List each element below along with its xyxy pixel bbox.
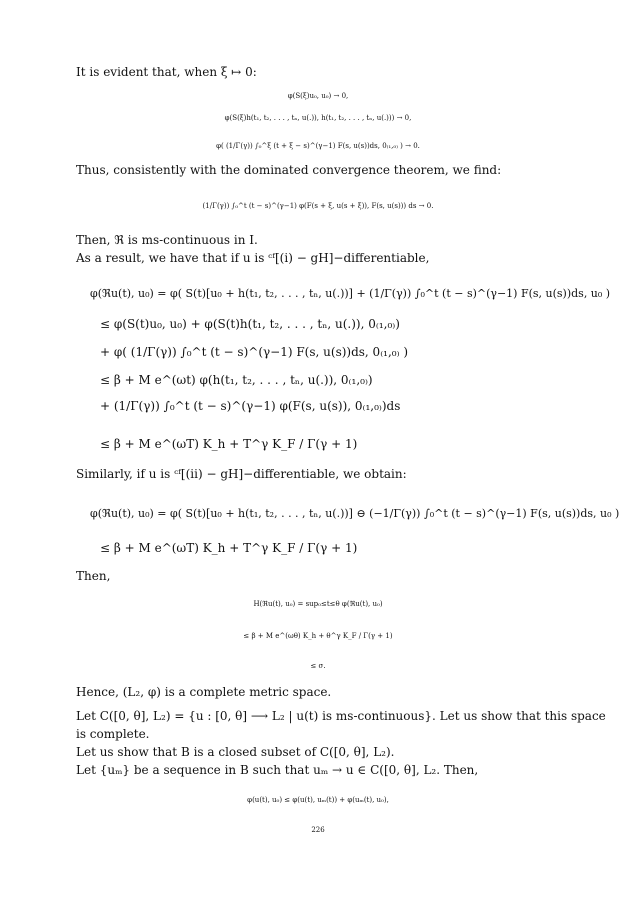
text-line: Let {uₘ} be a sequence in B such that uₘ → u ∈ C([0, θ], L₂. Then, bbox=[76, 763, 479, 777]
text-line: Hence, (L₂, φ) is a complete metric space. bbox=[76, 685, 332, 699]
equation: ≤ φ(S(t)u₀, u₀) + φ(S(t)h(t₁, t₂, . . . , tₙ, u(.)), 0₍₁,₀₎) bbox=[100, 317, 400, 331]
equation: φ(ℜu(t), u₀) = φ( S(t)[u₀ + h(t₁, t₂, . . . , tₙ, u(.))] ⊖ (−1/Γ(γ)) ∫₀^t (t − s)^(γ−1) F(s, u(s))ds, u₀ ) bbox=[90, 507, 620, 520]
text-line: is complete. bbox=[76, 727, 150, 741]
text-line: It is evident that, when ξ ↦ 0: bbox=[76, 65, 257, 79]
equation: φ( (1/Γ(γ)) ∫₀^ξ (t + ξ − s)^(γ−1) F(s, u(s))ds, 0₍₁,₀₎ ) → 0. bbox=[216, 142, 420, 150]
text-line: Let us show that B is a closed subset of C([0, θ], L₂). bbox=[76, 745, 395, 759]
equation: φ(S(ξ)h(t₁, t₂, . . . , tₙ, u(.)), h(t₁, t₂, . . . , tₙ, u(.))) → 0, bbox=[224, 114, 412, 122]
equation: + φ( (1/Γ(γ)) ∫₀^t (t − s)^(γ−1) F(s, u(s))ds, 0₍₁,₀₎ ) bbox=[100, 345, 409, 359]
equation: φ(ℜu(t), u₀) = φ( S(t)[u₀ + h(t₁, t₂, . . . , tₙ, u(.))] + (1/Γ(γ)) ∫₀^t (t − s)^(γ−1) F(s, u(s))ds, u₀ ) bbox=[90, 287, 611, 300]
equation: + (1/Γ(γ)) ∫₀^t (t − s)^(γ−1) φ(F(s, u(s)), 0₍₁,₀₎)ds bbox=[100, 399, 401, 413]
equation: φ(u(t), u₀) ≤ φ(u(t), uₘ(t)) + φ(uₘ(t), u₀), bbox=[247, 796, 389, 804]
equation: ≤ σ. bbox=[310, 662, 326, 670]
equation: φ(S(ξ)u₀, u₀) → 0, bbox=[287, 92, 349, 100]
equation: ≤ β + M e^(ωT) K_h + T^γ K_F / Γ(γ + 1) bbox=[100, 541, 358, 555]
equation: ≤ β + M e^(ωt) φ(h(t₁, t₂, . . . , tₙ, u(.)), 0₍₁,₀₎) bbox=[100, 373, 373, 387]
text-line: Then, bbox=[76, 569, 111, 583]
text-line: Similarly, if u is ᶜᶠ[(ii) − gH]−differentiable, we obtain: bbox=[76, 467, 407, 481]
text-line: Thus, consistently with the dominated convergence theorem, we find: bbox=[76, 163, 502, 177]
equation: ≤ β + M e^(ωT) K_h + T^γ K_F / Γ(γ + 1) bbox=[100, 437, 358, 451]
equation: ≤ β + M e^(ωθ) K_h + θ^γ K_F / Γ(γ + 1) bbox=[243, 632, 393, 640]
equation: (1/Γ(γ)) ∫₀^t (t − s)^(γ−1) φ(F(s + ξ, u(s + ξ)), F(s, u(s))) ds → 0. bbox=[202, 202, 434, 210]
text-line: As a result, we have that if u is ᶜᶠ[(i) − gH]−differentiable, bbox=[76, 251, 430, 265]
text-line: Let C([0, θ], L₂) = {u : [0, θ] ⟶ L₂ | u(t) is ms-continuous}. Let us show that this space bbox=[76, 709, 606, 723]
text-line: Then, ℜ is ms-continuous in I. bbox=[76, 233, 258, 247]
equation: H(ℜu(t), u₀) = sup₀≤t≤θ φ(ℜu(t), u₀) bbox=[253, 600, 383, 608]
page-number: 226 bbox=[311, 826, 325, 834]
